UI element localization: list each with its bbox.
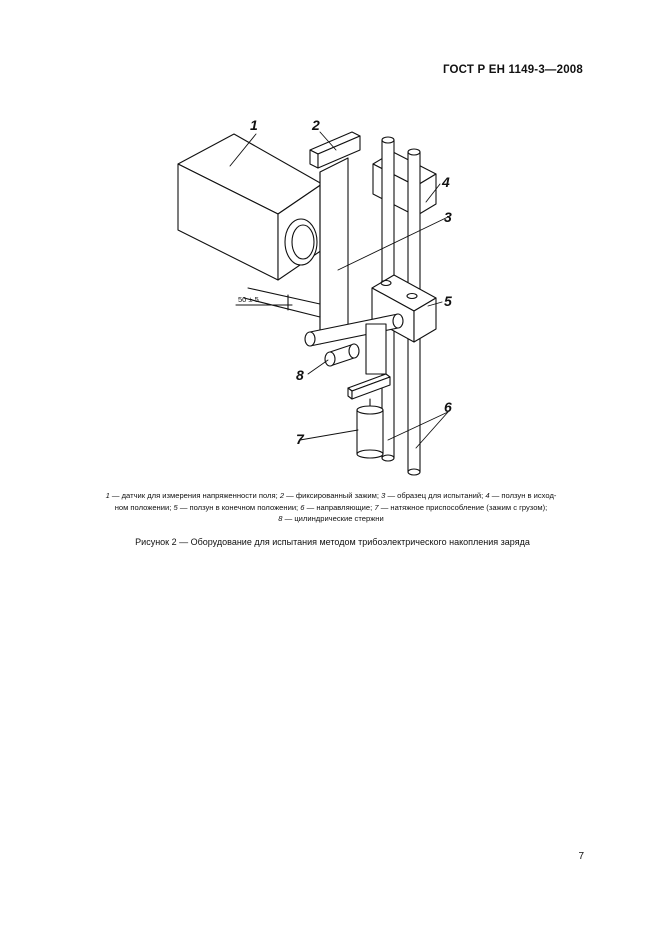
document-header: ГОСТ Р ЕН 1149-3—2008 (442, 64, 583, 76)
legend-line-2 (48, 502, 614, 514)
callout-2: 2 (312, 117, 320, 133)
callout-3: 3 (444, 209, 452, 225)
figure-legend (48, 490, 614, 525)
legend-text: — ползун в исход- (489, 491, 557, 500)
legend-num: 1 (105, 491, 110, 500)
legend-num: 7 (374, 502, 379, 512)
callout-8: 8 (296, 367, 304, 383)
legend-line-1 (48, 490, 614, 502)
legend-text: — натяжное приспособление (зажим с грузом); (378, 502, 548, 512)
page-number: 7 (578, 851, 584, 862)
fixed-clamp (310, 132, 360, 168)
legend-text: — направляющие; (304, 502, 375, 512)
legend-text: — фиксированный зажим; (284, 491, 382, 500)
callout-5: 5 (444, 293, 452, 309)
callout-4: 4 (442, 174, 450, 190)
callout-6: 6 (444, 399, 452, 415)
legend-text: — цилиндрические стержни (282, 514, 384, 523)
figure-caption: Рисунок 2 — Оборудование для испытания методом трибоэлектрического накопления заряда (135, 537, 530, 547)
callout-7: 7 (296, 431, 304, 447)
specimen-strip (320, 158, 348, 344)
equipment-figure (160, 112, 480, 484)
dimension-label: 50 ± 5 (238, 295, 259, 304)
callout-1: 1 (250, 117, 258, 133)
legend-num: 5 (173, 502, 178, 512)
legend-text: ном положении; (114, 502, 174, 512)
legend-text: — ползун в конечном положении; (177, 502, 301, 512)
legend-num: 6 (300, 502, 305, 512)
sensor-box (178, 134, 322, 280)
legend-line-3 (48, 513, 614, 525)
legend-num: 2 (279, 491, 285, 500)
legend-num: 8 (278, 514, 283, 523)
legend-num: 3 (381, 491, 386, 500)
legend-text: — датчик для измерения напряженности поля; (109, 491, 280, 500)
legend-text: — образец для испытаний; (385, 491, 486, 500)
legend-num: 4 (485, 491, 490, 500)
